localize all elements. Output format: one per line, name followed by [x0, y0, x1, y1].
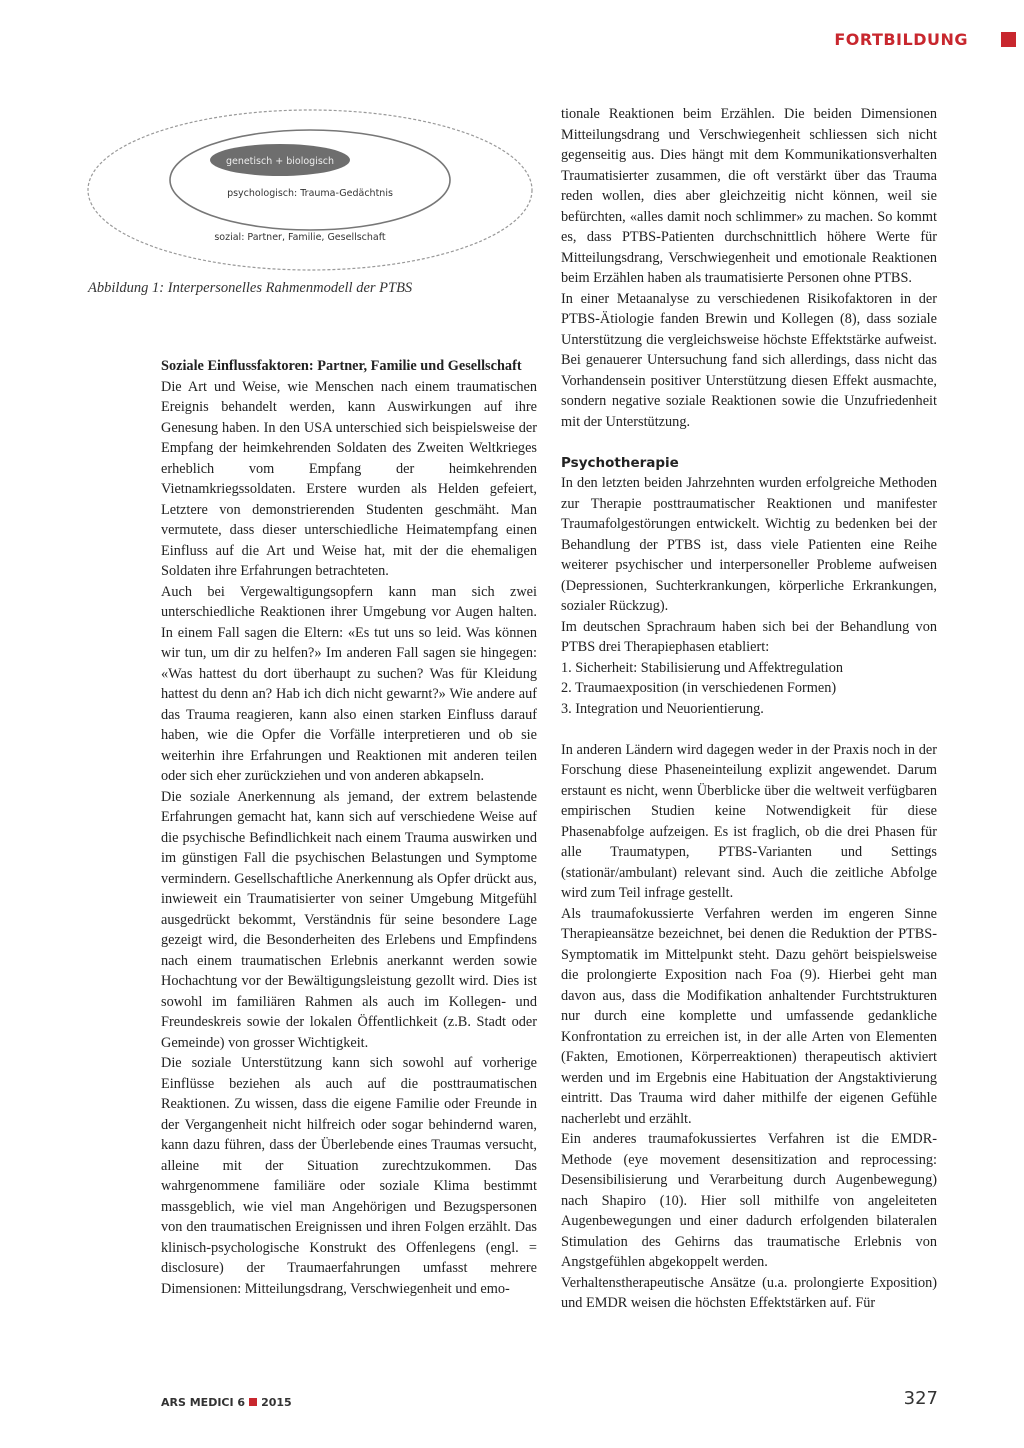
figure-caption: Abbildung 1: Interpersonelles Rahmenmodell der PTBS: [88, 280, 413, 296]
framework-diagram-svg: [84, 108, 536, 276]
right-paragraph-7: Ein anderes traumafokussiertes Verfahren ist die EMDR-Methode (eye movement desensitization and reprocessing: Desensibilisierung und Verarbeitung durch Augenbewegung) nach Shapiro (10). Hier soll mithilfe von angeleiteten Augenbewegungen und einer dadurch erfolgenden bilateralen Stimulation des Gehirns das traumatische Erlebnis von Angstgefühlen abgekoppelt werden.: [561, 1131, 937, 1270]
page-number: 327: [903, 1388, 938, 1409]
section-square: [1001, 32, 1016, 47]
journal-year: 2015: [261, 1396, 292, 1409]
footer-square: [249, 1398, 257, 1406]
framework-diagram: [84, 108, 536, 276]
right-paragraph-1: tionale Reaktionen beim Erzählen. Die beiden Dimensionen Mitteilungsdrang und Verschwiegenheit schliessen sich nicht gegenseitig aus. Dies hängt mit dem Kommunikationsverhalten Traumatisierter zusammen, die oft verstärkt über das Trauma reden wollen, dies aber gleichzeitig nicht können, weil sie befürchten, «alles damit noch schlimmer» zu machen. So kommt es, dass PTBS-Patienten durchschnittlich höhere Werte für Mitteilungsdrang, Verschwiegenheit und emotionale Reaktionen beim Erzählen haben als traumatisierte Personen ohne PTBS.: [561, 106, 937, 286]
section-label: FORTBILDUNG: [834, 30, 968, 49]
spacer: [561, 432, 937, 453]
list-item: 3. Integration und Neuorientierung.: [561, 700, 764, 717]
left-paragraph-3: Die soziale Anerkennung als jemand, der extrem belastende Erfahrungen gemacht hat, kann sich auf verschiedene Weise auf die psychische Befindlichkeit nach einem Trauma auswirken und im günstigen Fall die psychischen Belastungen und Symptome vermindern. Gesellschaftliche Anerkennung als Opfer drückt aus, inwieweit ein Traumatisierter von seiner Umgebung Mitgefühl ausgedrückt bekommt, Verständnis für seine besondere Lage gezeigt wird, die Besonderheiten des Erlebens und Empfindens nach einem traumatischen Erlebnis anerkannt werden sowie Hochachtung vor der Bewältigungsleistung gezollt wird. Dies ist sowohl im familiären Rahmen als auch im Kollegen- und Freundeskreis sowie der lokalen Öffentlichkeit (z.B. Stadt oder Gemeinde) von grosser Wichtigkeit.: [161, 788, 537, 1051]
spacer: [561, 719, 937, 740]
section-heading-psychotherapy: Psychotherapie: [561, 454, 679, 471]
middle-ellipse: [170, 130, 450, 230]
left-column: [161, 356, 537, 1299]
right-paragraph-6: Als traumafokussierte Verfahren werden im engeren Sinne Therapieansätze bezeichnet, bei denen die Reduktion der PTBS-Symptomatik im Mittelpunkt steht. Dazu gehört beispielsweise die prolongierte Exposition nach Foa (9). Hierbei geht man davon aus, dass die Modifikation anhaltender Furchtstrukturen nur durch eine komplette und umfassende gedankliche Konfrontation zu erreichen ist, in der alle Arten von Elementen (Fakten, Emotionen, Körperreaktionen) therapeutisch aktiviert werden und im Ergebnis eine Habituation der Angstaktivierung eintritt. Das Trauma wird daher mithilfe der eigenen Gefühle nacherlebt und erzählt.: [561, 905, 937, 1127]
list-item: 1. Sicherheit: Stabilisierung und Affektregulation: [561, 659, 844, 676]
inner-label: genetisch + biologisch: [225, 156, 335, 167]
left-paragraph-4: Die soziale Unterstützung kann sich sowohl auf vorherige Einflüsse beziehen als auch auf die posttraumatischen Reaktionen. Zu wissen, dass die eigene Familie oder Freunde in der Vergangenheit nicht hilfreich oder sogar behindernd waren, kann dazu führen, dass der Überlebende eines Traumas versucht, alleine mit der Situation zurechtzukommen. Das wahrgenommene familiäre oder soziale Klima bestimmt massgeblich, wie viel man Angehörigen und Bezugspersonen von den traumatischen Ereignissen und ihren Folgen erzählt. Das klinisch-psychologische Konstrukt des Offenlegens (engl. = disclosure) der Traumaerfahrungen umfasst mehrere Dimensionen: Mitteilungsdrang, Verschwiegenheit und emo-: [161, 1055, 537, 1297]
section-heading-social: Soziale Einflussfaktoren: Partner, Familie und Gesellschaft: [161, 358, 522, 374]
journal-name: ARS MEDICI 6: [161, 1396, 246, 1409]
right-paragraph-5: In anderen Ländern wird dagegen weder in der Praxis noch in der Forschung diese Phaseneinteilung explizit angewendet. Darum erstaunt es nicht, wenn Überblicke über die weltweit verfügbaren empirischen Studien keine Notwendigkeit für diese Phasenabfolge aufzeigen. Es ist fraglich, ob die drei Phasen für alle Traumatypen, PTBS-Varianten und Settings (stationär/ambulant) relevant sind. Auch die zeitliche Abfolge wird zum Teil infrage gestellt.: [561, 741, 937, 901]
list-item: 2. Traumaexposition (in verschiedenen Formen): [561, 680, 837, 696]
middle-label: psychologisch: Trauma-Gedächtnis: [227, 188, 393, 199]
right-paragraph-2: In einer Metaanalyse zu verschiedenen Risikofaktoren in der PTBS-Ätiologie fanden Brewin und Kollegen (8), dass soziale Unterstützung die vergleichsweise höchste Effektstärke aufweist. Bei genauerer Untersuchung fand sich allerdings, dass nicht das Vorhandensein positiver Unterstützung diesen Effekt ausmachte, sondern negative soziale Reaktionen sowie die Unzufriedenheit mit der Unterstützung.: [561, 290, 937, 430]
right-paragraph-8: Verhaltenstherapeutische Ansätze (u.a. prolongierte Exposition) und EMDR weisen die höchsten Effektstärken auf. Für: [561, 1274, 937, 1311]
therapy-phase-list: [561, 658, 937, 720]
right-column: [561, 104, 937, 1314]
left-paragraph-2: Auch bei Vergewaltigungsopfern kann man sich zwei unterschiedliche Reaktionen ihrer Umgebung vor Augen halten. In einem Fall sagen die Eltern: «Es tut uns so leid. Was können wir tun, um dir zu helfen?» Im anderen Fall sagen sie hingegen: «Was hattest du dort überhaupt zu suchen? Was für Kleidung hattest du denn an? Hab ich dich nicht gewarnt?» Wie andere auf das Trauma reagieren, kann also einen starken Einfluss darauf haben, wie die Opfer die Vorfälle interpretieren und ob sie weiterhin ihre Erfahrungen und Reaktionen mit anderen teilen oder sich eher zurückziehen und von anderen abkapseln.: [161, 583, 537, 784]
right-paragraph-4: Im deutschen Sprachraum haben sich bei der Behandlung von PTBS drei Therapiephasen etabliert:: [561, 618, 937, 655]
right-paragraph-3: In den letzten beiden Jahrzehnten wurden erfolgreiche Methoden zur Therapie posttraumatischer Reaktionen und manifester Traumafolgestörungen entwickelt. Wichtig zu bedenken bei der Behandlung der PTBS ist, dass viele Patienten eine Reihe weiterer psychischer und interpersoneller Probleme aufweisen (Depressionen, Suchterkrankungen, körperliche Erkrankungen, sozialer Rückzug).: [561, 475, 937, 614]
outer-label: sozial: Partner, Familie, Gesellschaft: [214, 232, 386, 243]
footer-journal: [161, 1396, 292, 1409]
left-paragraph-1: Die Art und Weise, wie Menschen nach einem traumatischen Ereignis behandelt werden, kann Auswirkungen auf ihre Genesung haben. In den USA unterschied sich beispielsweise der Empfang der heimkehrenden Soldaten des Zweiten Weltkrieges erheblich vom Empfang der heimkehrenden Vietnamkriegssoldaten. Erstere wurden als Helden gefeiert, Letztere von demonstrierenden Studenten geschmäht. Man vermutete, dass dieser unterschiedliche Heimatempfang einen Einfluss auf die Art und Weise hat, mit der die ehemaligen Soldaten ihre Erfahrungen betrachteten.: [161, 378, 537, 579]
